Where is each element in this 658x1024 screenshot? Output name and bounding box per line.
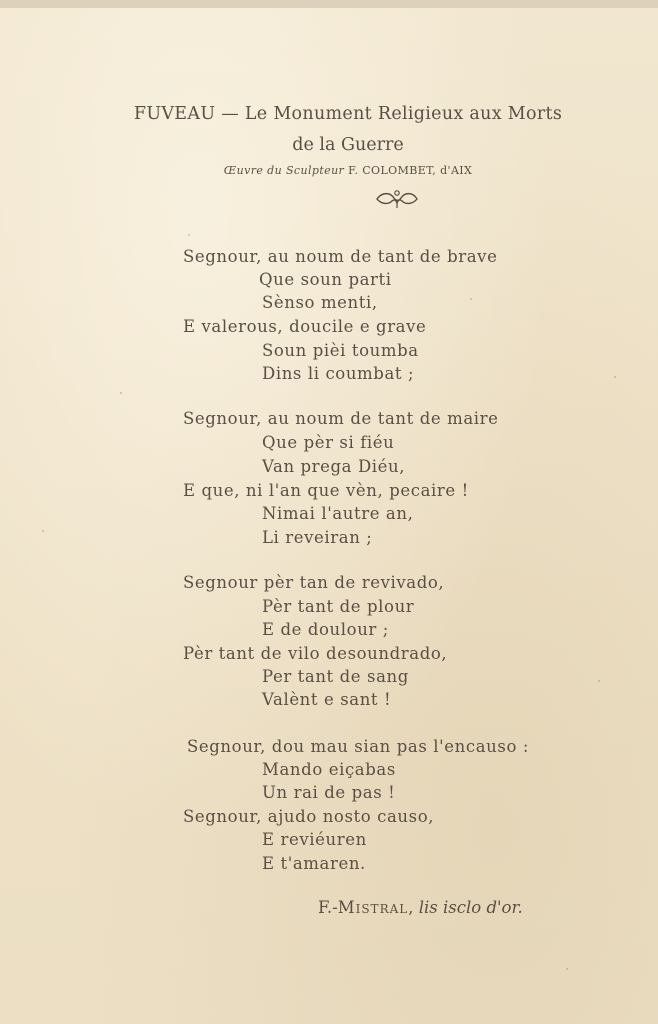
author-initial: F.- [318, 898, 338, 917]
paper-speck [120, 392, 122, 394]
poem-line: Segnour, au noum de tant de brave [183, 247, 498, 266]
paper-speck [42, 530, 44, 532]
poem-line: E t'amaren. [262, 854, 366, 873]
sculptor-credit [68, 164, 628, 177]
poem-line: Nimai l'autre an, [262, 504, 414, 523]
poem-line: Valènt e sant ! [262, 690, 392, 709]
poem-line: Sènso menti, [262, 293, 378, 312]
title-line-1: FUVEAU — Le Monument Religieux aux Morts [133, 104, 563, 124]
poem-line: Li reveiran ; [262, 528, 373, 547]
poem-line: Mando eiçabas [262, 760, 396, 779]
paper-speck [470, 298, 472, 300]
poem-line: Que soun parti [259, 270, 392, 289]
poem-line: E reviéuren [262, 830, 367, 849]
paper-speck [566, 968, 568, 970]
poem-line: Dins li coumbat ; [262, 364, 415, 383]
credit-name: F. COLOMBET, d'AIX [348, 164, 473, 177]
paper-speck [614, 376, 616, 378]
poem-line: Que pèr si fiéu [262, 433, 395, 452]
poem-line: Pèr tant de vilo desoundrado, [183, 644, 448, 663]
paper-speck [188, 234, 190, 236]
poem-line: Soun pièi toumba [262, 341, 419, 360]
poem-line: E que, ni l'an que vèn, pecaire ! [183, 481, 469, 500]
work-title: lis isclo d'or. [418, 898, 523, 917]
poem-line: Pèr tant de plour [262, 597, 415, 616]
title-line-2: de la Guerre [292, 135, 404, 155]
poem-line: Segnour pèr tan de revivado, [183, 573, 445, 592]
author-name: Mistral [337, 898, 409, 917]
credit-oeuvre: Œuvre du Sculpteur [223, 164, 345, 177]
fleuron-ornament-icon [374, 188, 420, 210]
signature: F.-Mistral, lis isclo d'or. [318, 898, 523, 917]
poem-line: Un rai de pas ! [262, 783, 396, 802]
poem-line: Van prega Diéu, [262, 457, 406, 476]
poem-line: Per tant de sang [262, 667, 409, 686]
poem-line: Segnour, au noum de tant de maire [183, 409, 499, 428]
paper-speck [598, 680, 600, 682]
poem-line: Segnour, ajudo nosto causo, [183, 807, 435, 826]
poem-line: E valerous, doucile e grave [183, 317, 427, 336]
poem-line: Segnour, dou mau sian pas l'encauso : [187, 737, 529, 756]
poem-line: E de doulour ; [262, 620, 389, 639]
